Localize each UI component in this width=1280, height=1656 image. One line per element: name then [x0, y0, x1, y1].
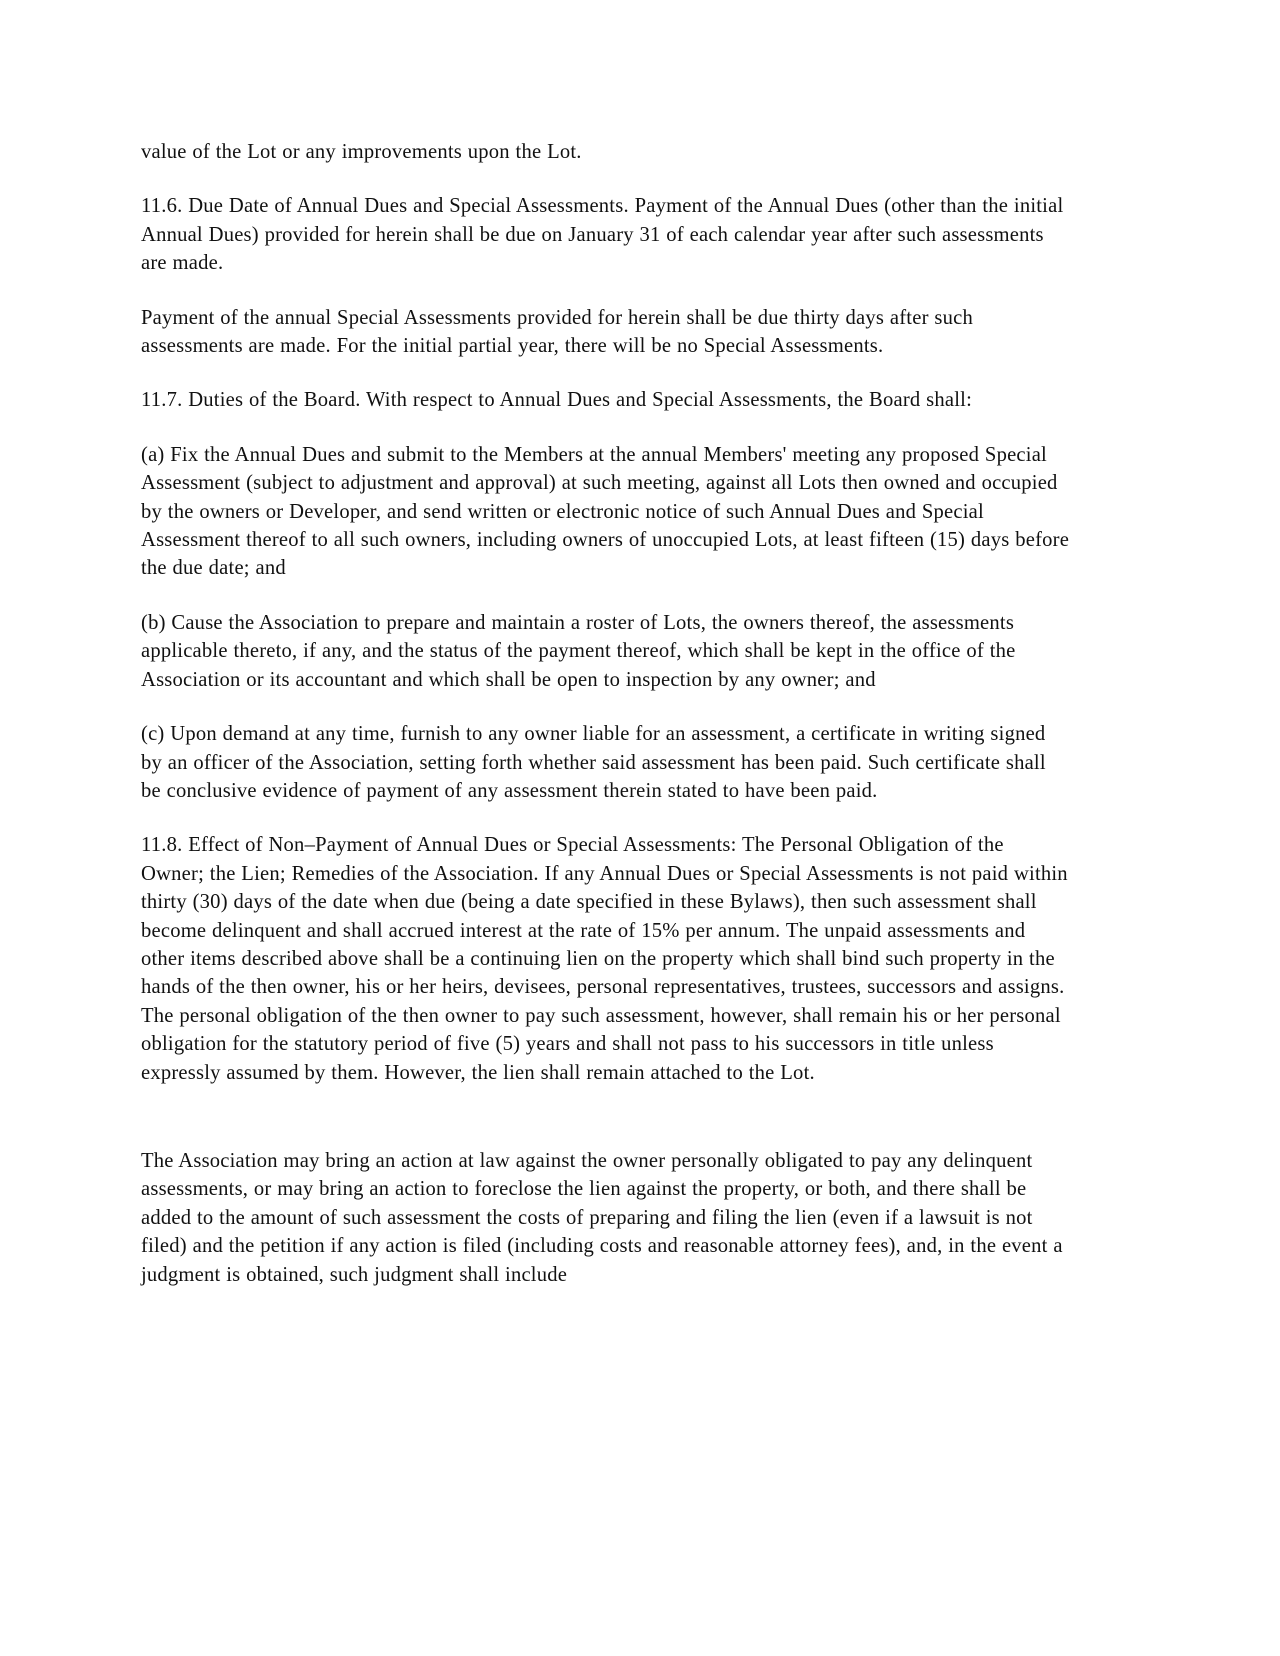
paragraph-association-action-at-law: The Association may bring an action at law against the owner personally obligated to pay any delinquent assessments, or may bring an action to foreclose the lien against the property, or both, and there shall be added to the amount of such assessment the costs of preparing and filing the lien (even if a lawsuit is not filed) and the petition if any action is filed (including costs and reasonable attorney fees), and, in the event a judgment is obtained, such judgment shall include — [141, 1149, 1063, 1286]
paragraph-lot-value-continuation: value of the Lot or any improvements upon the Lot. — [141, 141, 582, 163]
paragraph-section-11-8: 11.8. Effect of Non–Payment of Annual Dues or Special Assessments: The Personal Obligation of the Owner; the Lien; Remedies of the Association. If any Annual Dues or Special Assessments is not paid within thirty (30) days of the date when due (being a date specified in these Bylaws), then such assessment shall become delinquent and shall accrued interest at the rate of 15% per annum. The unpaid assessments and other items described above shall be a continuing lien on the property which shall bind such property in the hands of the then owner, his or her heirs, devisees, personal representatives, trustees, successors and assigns. The personal obligation of the then owner to pay such assessment, however, shall remain his or her personal obligation for the statutory period of five (5) years and shall not pass to his successors in title unless expressly assumed by them. However, the lien shall remain attached to the Lot. — [141, 834, 1068, 1084]
paragraph-clause-a: (a) Fix the Annual Dues and submit to the Members at the annual Members' meeting any proposed Special Assessment (subject to adjustment and approval) at such meeting, against all Lots then owned and occupied by the owners or Developer, and send written or electronic notice of such Annual Dues and Special Assessment thereof to all such owners, including owners of unoccupied Lots, at least fifteen (15) days before the due date; and — [141, 443, 1070, 580]
paragraph-clause-c: (c) Upon demand at any time, furnish to any owner liable for an assessment, a certificate in writing signed by an officer of the Association, setting forth whether said assessment has been paid. Such certificate shall be conclusive evidence of payment of any assessment therein stated to have been paid. — [141, 723, 1046, 802]
paragraph-clause-b: (b) Cause the Association to prepare and maintain a roster of Lots, the owners thereof, the assessments applicable thereto, if any, and the status of the payment thereof, which shall be kept in the office of the Association or its accountant and which shall be open to inspection by any owner; and — [141, 611, 1016, 691]
document-text-column — [141, 138, 1071, 1289]
paragraph-special-assessments-due: Payment of the annual Special Assessments provided for herein shall be due thirty days after such assessments are made. For the initial partial year, there will be no Special Assessments. — [141, 306, 973, 358]
paragraph-section-11-6: 11.6. Due Date of Annual Dues and Special Assessments. Payment of the Annual Dues (other than the initial Annual Dues) provided for herein shall be due on January 31 of each calendar year after such assessments are made. — [141, 195, 1064, 275]
paragraph-section-11-7: 11.7. Duties of the Board. With respect to Annual Dues and Special Assessments, the Board shall: — [141, 389, 973, 412]
